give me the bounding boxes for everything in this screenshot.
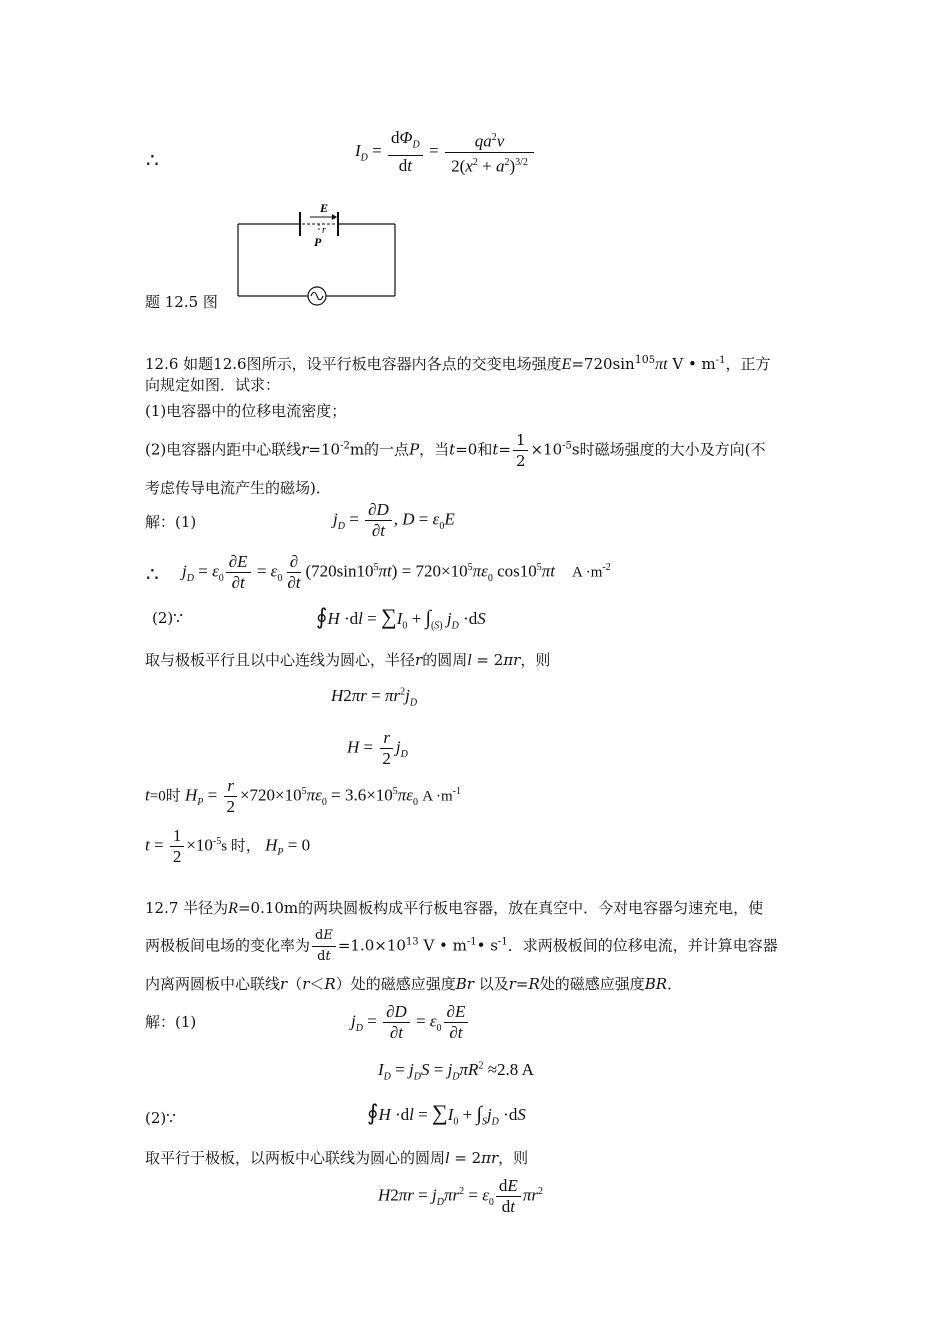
field-arrow-head: [332, 214, 337, 220]
H-result-equation: H = $\frac{r}{2}$ $j_D$: [347, 728, 408, 768]
problem-12-6-q1: (1)电容器中的位移电流密度；: [145, 402, 347, 420]
jd-result-equation: $j_D = \varepsilon_0$ $\frac{\partial E}{\partial t}$ = $\varepsilon_0$ $\frac{\partial}{\partial t}$ $(720\sin 10^5\pi t) = 720\times 10^5\pi\varepsilon_0$ $\cos 10^5\pi t$ $A \cdot m^{-2}$: [182, 552, 611, 592]
problem-12-6-line2: 向规定如图．试求：: [145, 376, 281, 394]
problem-12-6-q3: 考虑传导电流产生的磁场)．: [145, 479, 331, 497]
displacement-current-equation: $I_D$ = $\frac{d\Phi_D}{dt}$ = $\frac{qa^2v}{2(x^2 + a^2)^{3/2}}$: [355, 128, 536, 176]
label-P: P: [314, 235, 322, 249]
problem-12-7-line2: 两极板间电场的变化率为 $\frac{dE}{dt}$ $=1.0\times 10^{13}$ V • $m^{-1}•$ $s^{-1}$．求两极板间的位移电流，并计算电容器: [145, 928, 778, 964]
figure-caption: 题 12.5 图: [145, 293, 218, 311]
therefore-symbol-top: ∴: [146, 150, 159, 172]
label-E: E: [320, 201, 329, 215]
H-at-t0: t=0时 $H_P$ = $\frac{r}{2}$ $\times 720\times 10^5\pi\varepsilon_0 = 3.6\times 10^5\pi\varepsilon_0$ $A \cdot m^{-1}$: [145, 776, 462, 816]
label-r: r: [322, 225, 326, 236]
solution-12-6-part1-label: 解：(1): [145, 513, 197, 531]
ampere-law-12-6: ∮H $\cdot dl = \sum I_0 + \int_{(S)}$ $j_D \cdot dS$: [316, 604, 486, 632]
ID-result-12-7: $I_D = j_DS = j_D\pi R^2 \approx 2.8$ A: [378, 1060, 534, 1083]
figure-12-5-circuit: [230, 198, 405, 308]
solution-12-7-part1-label: 解：(1): [145, 1013, 197, 1031]
ampere-law-12-7: ∮H $\cdot dl = \sum I_0 + \int_Sj_D \cdot dS$: [367, 1100, 526, 1128]
jd-definition: $j_D$ = $\frac{\partial D}{\partial t}$ , $D = \varepsilon_0E$: [333, 500, 455, 540]
jd-definition-12-7: $j_D$ = $\frac{\partial D}{\partial t}$ = $\varepsilon_0$ $\frac{\partial E}{\partial t}$: [351, 1002, 470, 1043]
problem-12-6-line1: 12.6 如题12.6图所示，设平行板电容器内各点的交变电场强度$E=720\sin^{105}\pi t$ V • $m^{-1}$，正方: [145, 353, 771, 373]
H-at-later-t: t = $\frac{1}{2}$ $\times 10^{-5}s$ 时， $H_P = 0$: [145, 826, 311, 866]
therefore-symbol-jd: ∴: [146, 564, 159, 586]
solution-12-6-part2-label: (2)∵: [152, 609, 183, 627]
H-loop-equation-12-7: $H2\pi r = j_D\pi r^2 = \varepsilon_0$ $\frac{dE}{dt}$ $\pi r^2$: [378, 1176, 543, 1216]
problem-12-7-line1: 12.7 半径为R=0.10m的两块圆板构成平行板电容器，放在真空中．今对电容器匀速充电，使: [145, 899, 764, 917]
H-loop-equation: $H2\pi r = \pi r^2j_D$: [331, 686, 418, 709]
problem-12-6-q2: (2)电容器内距中心联线$r=10^{-2}m$的一点P，当t=0和t= $\frac{1}{2}$ $\times 10^{-5}s$时磁场强度的大小及方向(不: [145, 431, 766, 470]
problem-12-7-line3: 内离两圆板中心联线r（r＜R）处的磁感应强度Br 以及r=R处的磁感应强度BR．: [145, 975, 683, 993]
solution-12-7-part2-label: (2)∵: [145, 1109, 176, 1127]
circle-loop-12-7: 取平行于极板，以两板中心联线为圆心的圆周l = 2πr，则: [145, 1149, 529, 1167]
circle-loop-12-6: 取与极板平行且以中心连线为圆心，半径r的圆周l = 2πr，则: [145, 651, 551, 669]
